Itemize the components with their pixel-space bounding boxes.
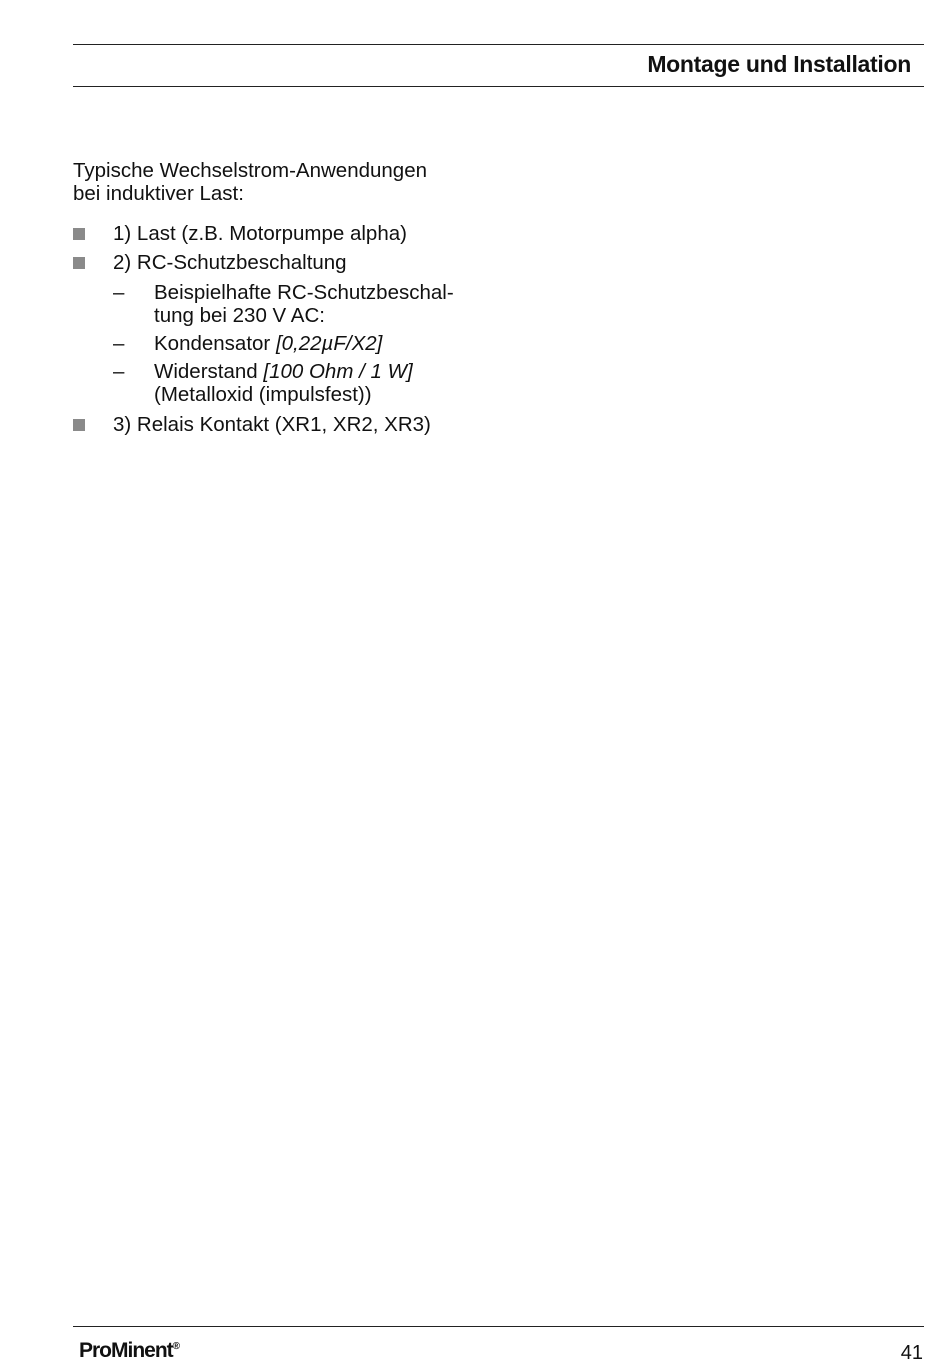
list-item-text: 1) Last (z.B. Motorpumpe alpha) bbox=[113, 222, 407, 245]
component-value: [0,22µF/X2] bbox=[275, 332, 383, 355]
sub-list-item-text bbox=[154, 360, 413, 406]
dash-bullet: – bbox=[113, 360, 125, 383]
intro-line: bei induktiver Last: bbox=[73, 182, 244, 205]
square-bullet-icon bbox=[73, 419, 85, 431]
dash-bullet: – bbox=[113, 281, 125, 304]
sub-list-item-line: (Metalloxid (impulsfest)) bbox=[154, 383, 372, 406]
dash-bullet: – bbox=[113, 332, 125, 355]
sub-list-item-line: Beispielhafte RC-Schutzbeschal- bbox=[154, 281, 454, 304]
sub-list-item-text bbox=[154, 332, 382, 355]
list-item-text: 2) RC-Schutzbeschaltung bbox=[113, 251, 347, 274]
prominent-logo bbox=[79, 1339, 180, 1363]
square-bullet-icon bbox=[73, 228, 85, 240]
sub-list-item-text bbox=[154, 281, 454, 327]
footer-rule bbox=[73, 1326, 924, 1327]
square-bullet-icon bbox=[73, 257, 85, 269]
component-label: Widerstand bbox=[154, 360, 264, 383]
header-rule-bottom bbox=[73, 86, 924, 87]
component-value: [100 Ohm / 1 W] bbox=[263, 360, 413, 383]
registered-mark: ® bbox=[172, 1341, 181, 1352]
header-rule-top bbox=[73, 44, 924, 45]
page-number: 41 bbox=[900, 1342, 923, 1364]
component-label: Kondensator bbox=[154, 332, 276, 355]
intro-line: Typische Wechselstrom-Anwendungen bbox=[73, 159, 427, 182]
sub-list-item-line: tung bei 230 V AC: bbox=[154, 304, 325, 327]
brand-name: ProMinent bbox=[79, 1339, 173, 1362]
intro-paragraph bbox=[73, 159, 493, 205]
list-item-text: 3) Relais Kontakt (XR1, XR2, XR3) bbox=[113, 413, 431, 436]
section-title: Montage und Installation bbox=[647, 51, 911, 77]
